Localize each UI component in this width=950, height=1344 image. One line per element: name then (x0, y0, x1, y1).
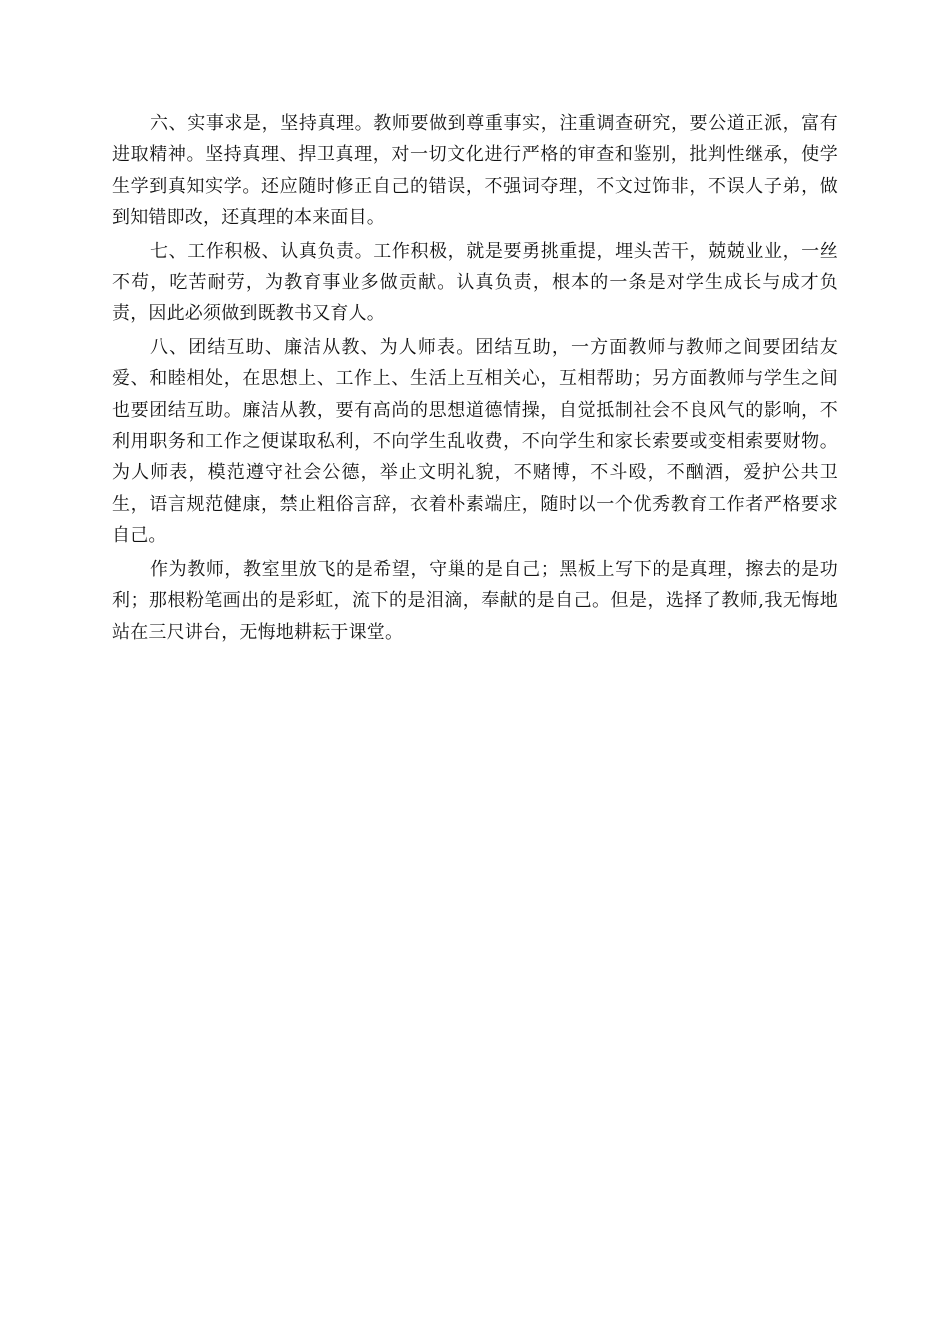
paragraph-seek-truth: 六、实事求是，坚持真理。教师要做到尊重事实，注重调查研究，要公道正派，富有进取精神。坚持真理、捍卫真理，对一切文化进行严格的审查和鉴别，批判性继承，使学生学到真知实学。还应随时修正自己的错误，不强词夺理，不文过饰非，不误人子弟，做到知错即改，还真理的本来面目。 (112, 113, 838, 229)
paragraph-conclusion: 作为教师，教室里放飞的是希望，守巢的是自己；黑板上写下的是真理，擦去的是功利；那根粉笔画出的是彩虹，流下的是泪滴，奉献的是自己。但是，选择了教师,我无悔地站在三尺讲台，无悔地耕耘于课堂。 (112, 558, 838, 643)
paragraph-work-diligently: 七、工作积极、认真负责。工作积极，就是要勇挑重提，埋头苦干，兢兢业业，一丝不苟，吃苦耐劳，为教育事业多做贡献。认真负责，根本的一条是对学生成长与成才负责，因此必须做到既教书又育人。 (112, 240, 838, 325)
document-body (112, 108, 838, 650)
paragraph-unity-integrity: 八、团结互助、廉洁从教、为人师表。团结互助，一方面教师与教师之间要团结友爱、和睦相处，在思想上、工作上、生活上互相关心，互相帮助；另方面教师与学生之间也要团结互助。廉洁从教，要有高尚的思想道德情操，自觉抵制社会不良风气的影响，不利用职务和工作之便谋取私利，不向学生乱收费，不向学生和家长索要或变相索要财物。为人师表，模范遵守社会公德，举止文明礼貌，不赌博，不斗殴，不酗酒，爱护公共卫生，语言规范健康，禁止粗俗言辞，衣着朴素端庄，随时以一个优秀教育工作者严格要求自己。 (112, 336, 838, 547)
